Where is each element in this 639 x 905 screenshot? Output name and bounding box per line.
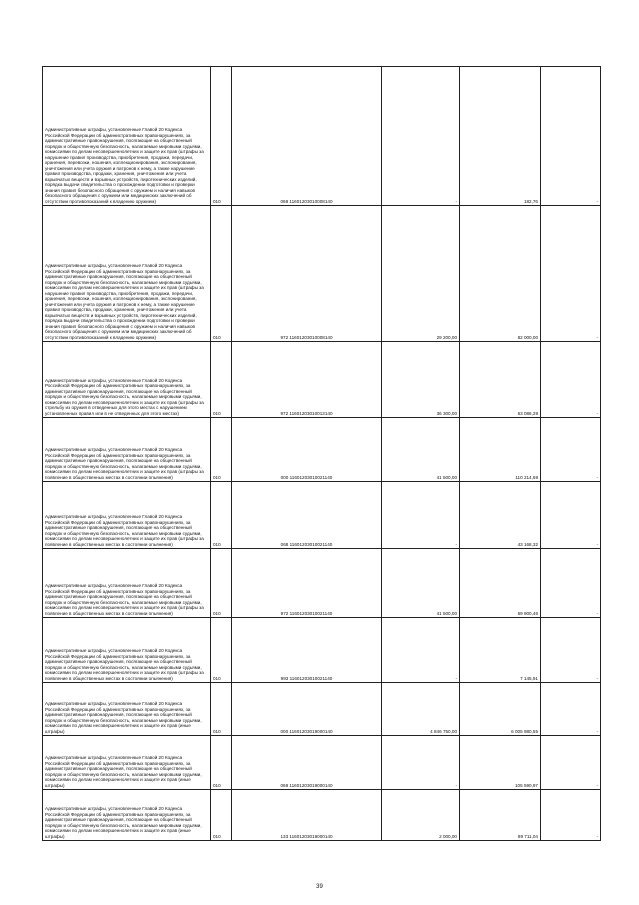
row-kbk: 000 11601203019000140 (232, 683, 382, 736)
row-code: 010 (211, 67, 232, 206)
row-exec: 110 214,69 (460, 418, 541, 482)
row-name: Административные штрафы, установленные Главой 20 Кодекса Российской Федерации об административных правонарушениях, за административные правонарушения, посягающие на общественный порядок и общественную безопасность, налагаемые мировыми судьями, комиссиями по делам несовершеннолетних и защите их прав (штрафы за появление в общественных местах в состоянии опьянения) (43, 418, 211, 482)
row-name: Административные штрафы, установленные Главой 20 Кодекса Российской Федерации об административных правонарушениях, за административные правонарушения, посягающие на общественный порядок и общественную безопасность, налагаемые мировыми судьями, комиссиями по делам несовершеннолетних и защите их прав (штрафы за стрельбу из оружия в отведенных для этого местах с нарушением установленных правил или в не отведенных для этого местах) (43, 342, 211, 418)
table-row (43, 67, 601, 206)
row-kbk: 993 11601203010021140 (232, 618, 382, 683)
row-rest: - (541, 683, 601, 736)
row-code: 010 (211, 790, 232, 841)
row-rest: - (541, 736, 601, 790)
row-plan: 4 846 750,00 (382, 683, 460, 736)
table-row (43, 549, 601, 618)
row-code: 010 (211, 342, 232, 418)
row-name: Административные штрафы, установленные Главой 20 Кодекса Российской Федерации об административных правонарушениях, за административные правонарушения, посягающие на общественный порядок и общественную безопасность, налагаемые мировыми судьями, комиссиями по делам несовершеннолетних и защите их прав (штрафы за появление в общественных местах в состоянии опьянения) (43, 482, 211, 549)
row-rest: - (541, 482, 601, 549)
table-row (43, 418, 601, 482)
row-plan: - (382, 736, 460, 790)
row-exec: 82 000,00 (460, 206, 541, 342)
row-name: Административные штрафы, установленные Главой 20 Кодекса Российской Федерации об административных правонарушениях, за административные правонарушения, посягающие на общественный порядок и общественную безопасность, налагаемые мировыми судьями, комиссиями по делам несовершеннолетних и защите их прав (штрафы за появление в общественных местах в состоянии опьянения) (43, 618, 211, 683)
row-plan: - (382, 618, 460, 683)
row-rest: - (541, 67, 601, 206)
table-row (43, 482, 601, 549)
row-code: 010 (211, 618, 232, 683)
row-exec: 63 086,29 (460, 342, 541, 418)
row-exec: 7 145,91 (460, 618, 541, 683)
row-name: Административные штрафы, установленные Главой 20 Кодекса Российской Федерации об административных правонарушениях, за административные правонарушения, посягающие на общественный порядок и общественную безопасность, налагаемые мировыми судьями, комиссиями по делам несовершеннолетних и защите их прав (иные штрафы) (43, 736, 211, 790)
row-code: 010 (211, 482, 232, 549)
row-kbk: 972 11601203010008140 (232, 206, 382, 342)
row-rest: - (541, 342, 601, 418)
table-row (43, 790, 601, 841)
row-name: Административные штрафы, установленные Главой 20 Кодекса Российской Федерации об административных правонарушениях, за административные правонарушения, посягающие на общественный порядок и общественную безопасность, налагаемые мировыми судьями, комиссиями по делам несовершеннолетних и защите их прав (иные штрафы) (43, 683, 211, 736)
row-kbk: 068 11601203010008140 (232, 67, 382, 206)
row-plan: 29 200,00 (382, 206, 460, 342)
row-name: Административные штрафы, установленные Главой 20 Кодекса Российской Федерации об административных правонарушениях, за административные правонарушения, посягающие на общественный порядок и общественную безопасность, налагаемые мировыми судьями, комиссиями по делам несовершеннолетних и защите их прав (штрафы за нарушение правил производства, приобретения, продажи, передачи, хранения, перевозки, ношения, коллекционирования, экспонирования, уничтожения или учета оружия и патронов к нему, а также нарушение правил производства, продажи, хранения, уничтожения или учета взрывчатых веществ и взрывных устройств, пиротехнических изделий, порядка выдачи свидетельства о прохождении подготовки и проверки знания правил безопасного обращения с оружием и наличия навыков безопасного обращения с оружием или медицинских заключений об отсутствии противопоказаний к владению оружием) (43, 206, 211, 342)
row-kbk: 133 11601203019000140 (232, 790, 382, 841)
report-sheet (42, 66, 600, 841)
table-row (43, 342, 601, 418)
row-rest: - (541, 790, 601, 841)
row-plan: 41 500,00 (382, 418, 460, 482)
row-plan: 41 500,00 (382, 549, 460, 618)
row-code: 010 (211, 683, 232, 736)
row-code: 010 (211, 418, 232, 482)
table-row (43, 206, 601, 342)
row-plan: - (382, 482, 460, 549)
row-exec: 105 590,97 (460, 736, 541, 790)
row-exec: 59 900,46 (460, 549, 541, 618)
revenue-table (42, 66, 601, 841)
row-exec: 182,76 (460, 67, 541, 206)
row-name: Административные штрафы, установленные Главой 20 Кодекса Российской Федерации об административных правонарушениях, за административные правонарушения, посягающие на общественный порядок и общественную безопасность, налагаемые мировыми судьями, комиссиями по делам несовершеннолетних и защите их прав (штрафы за нарушение правил производства, приобретения, продажи, передачи, хранения, перевозки, ношения, коллекционирования, экспонирования, уничтожения или учета оружия и патронов к нему, а также нарушение правил производства, продажи, хранения, уничтожения или учета взрывчатых веществ и взрывных устройств, пиротехнических изделий, порядка выдачи свидетельства о прохождении подготовки и проверки знания правил безопасного обращения с оружием и наличия навыков безопасного обращения с оружием или медицинских заключений об отсутствии противопоказаний к владению оружием) (43, 67, 211, 206)
row-name: Административные штрафы, установленные Главой 20 Кодекса Российской Федерации об административных правонарушениях, за административные правонарушения, посягающие на общественный порядок и общественную безопасность, налагаемые мировыми судьями, комиссиями по делам несовершеннолетних и защите их прав (штрафы за появление в общественных местах в состоянии опьянения) (43, 549, 211, 618)
row-rest: - (541, 206, 601, 342)
row-exec: 43 168,32 (460, 482, 541, 549)
row-kbk: 068 11601203010021140 (232, 482, 382, 549)
row-code: 010 (211, 206, 232, 342)
table-row (43, 683, 601, 736)
page-number: 39 (316, 884, 323, 890)
table-row (43, 736, 601, 790)
row-kbk: 000 11601203010021140 (232, 418, 382, 482)
row-exec: 6 005 980,55 (460, 683, 541, 736)
table-row (43, 618, 601, 683)
row-name: Административные штрафы, установленные Главой 20 Кодекса Российской Федерации об административных правонарушениях, за административные правонарушения, посягающие на общественный порядок и общественную безопасность, налагаемые мировыми судьями, комиссиями по делам несовершеннолетних и защите их прав (иные штрафы) (43, 790, 211, 841)
row-rest: - (541, 418, 601, 482)
row-kbk: 972 11601203010021140 (232, 549, 382, 618)
row-rest: - (541, 618, 601, 683)
row-plan: 36 300,00 (382, 342, 460, 418)
row-exec: 89 711,04 (460, 790, 541, 841)
row-kbk: 972 11601203010013140 (232, 342, 382, 418)
row-plan: 2 000,00 (382, 790, 460, 841)
row-kbk: 068 11601203019000140 (232, 736, 382, 790)
row-code: 010 (211, 549, 232, 618)
row-rest: - (541, 549, 601, 618)
row-code: 010 (211, 736, 232, 790)
row-plan: - (382, 67, 460, 206)
